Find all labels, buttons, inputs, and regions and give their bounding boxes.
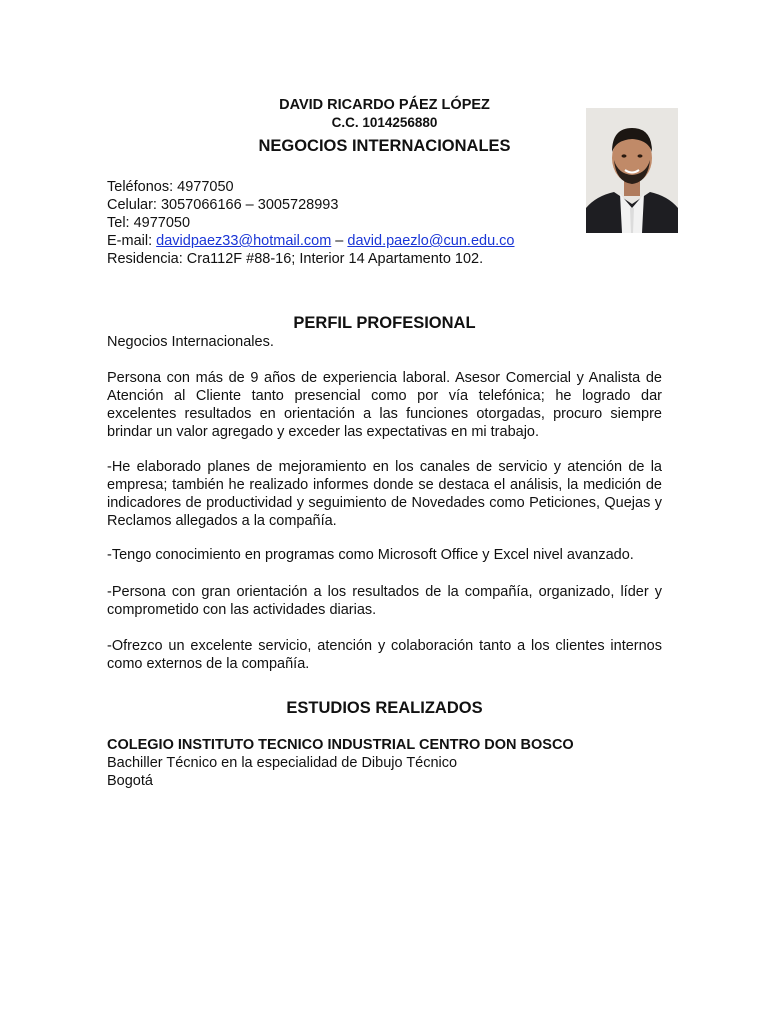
profile-paragraph: -Tengo conocimiento en programas como Microsoft Office y Excel nivel avanzado.: [107, 547, 634, 563]
profile-paragraph: -Ofrezco un excelente servicio, atención y colaboración tanto a los clientes internos como externos de la compañía.: [107, 638, 662, 672]
degree-line: Bachiller Técnico en la especialidad de Dibujo Técnico: [107, 755, 458, 771]
email-separator: –: [331, 233, 348, 249]
profile-subtitle: Negocios Internacionales.: [107, 334, 274, 350]
profile-paragraph: Persona con más de 9 años de experiencia laboral. Asesor Comercial y Analista de Atención al Cliente tanto presencial como por vía telefónica; he logrado dar excelentes resultados en orientación a las funciones otorgadas, procuro siempre brindar un valor agregado y exceder las expectativas en mi trabajo.: [107, 370, 662, 440]
career-title: NEGOCIOS INTERNACIONALES: [258, 137, 511, 155]
profile-photo-icon: [586, 108, 678, 233]
email-link-cun[interactable]: david.paezlo@cun.edu.co: [347, 233, 515, 249]
phones-line: Teléfonos: 4977050: [107, 179, 234, 195]
profile-paragraph: -Persona con gran orientación a los resultados de la compañía, organizado, líder y comprometido con las actividades diarias.: [107, 584, 662, 618]
residence-line: Residencia: Cra112F #88-16; Interior 14 Apartamento 102.: [107, 251, 484, 267]
mobile-line: Celular: 3057066166 – 3005728993: [107, 197, 339, 213]
email-label: E-mail:: [107, 233, 157, 249]
id-number: C.C. 1014256880: [331, 115, 438, 130]
tel-line: Tel: 4977050: [107, 215, 191, 231]
contact-block: [107, 178, 515, 268]
profile-photo: [586, 108, 678, 233]
email-link-hotmail[interactable]: davidpaez33@hotmail.com: [156, 233, 332, 249]
school-name: COLEGIO INSTITUTO TECNICO INDUSTRIAL CENTRO DON BOSCO: [107, 737, 574, 753]
city-line: Bogotá: [107, 773, 153, 789]
profile-paragraph: -He elaborado planes de mejoramiento en los canales de servicio y atención de la empresa; también he realizado informes donde se destaca el análisis, la medición de indicadores de productividad y seguimiento de Novedades como Peticiones, Quejas y Reclamos allegados a la compañía.: [107, 459, 662, 529]
school-entry: [107, 736, 662, 790]
full-name: DAVID RICARDO PÁEZ LÓPEZ: [279, 97, 490, 113]
email-line: [107, 232, 515, 250]
profile-section-title: PERFIL PROFESIONAL: [293, 314, 476, 332]
studies-section-title: ESTUDIOS REALIZADOS: [286, 699, 483, 717]
